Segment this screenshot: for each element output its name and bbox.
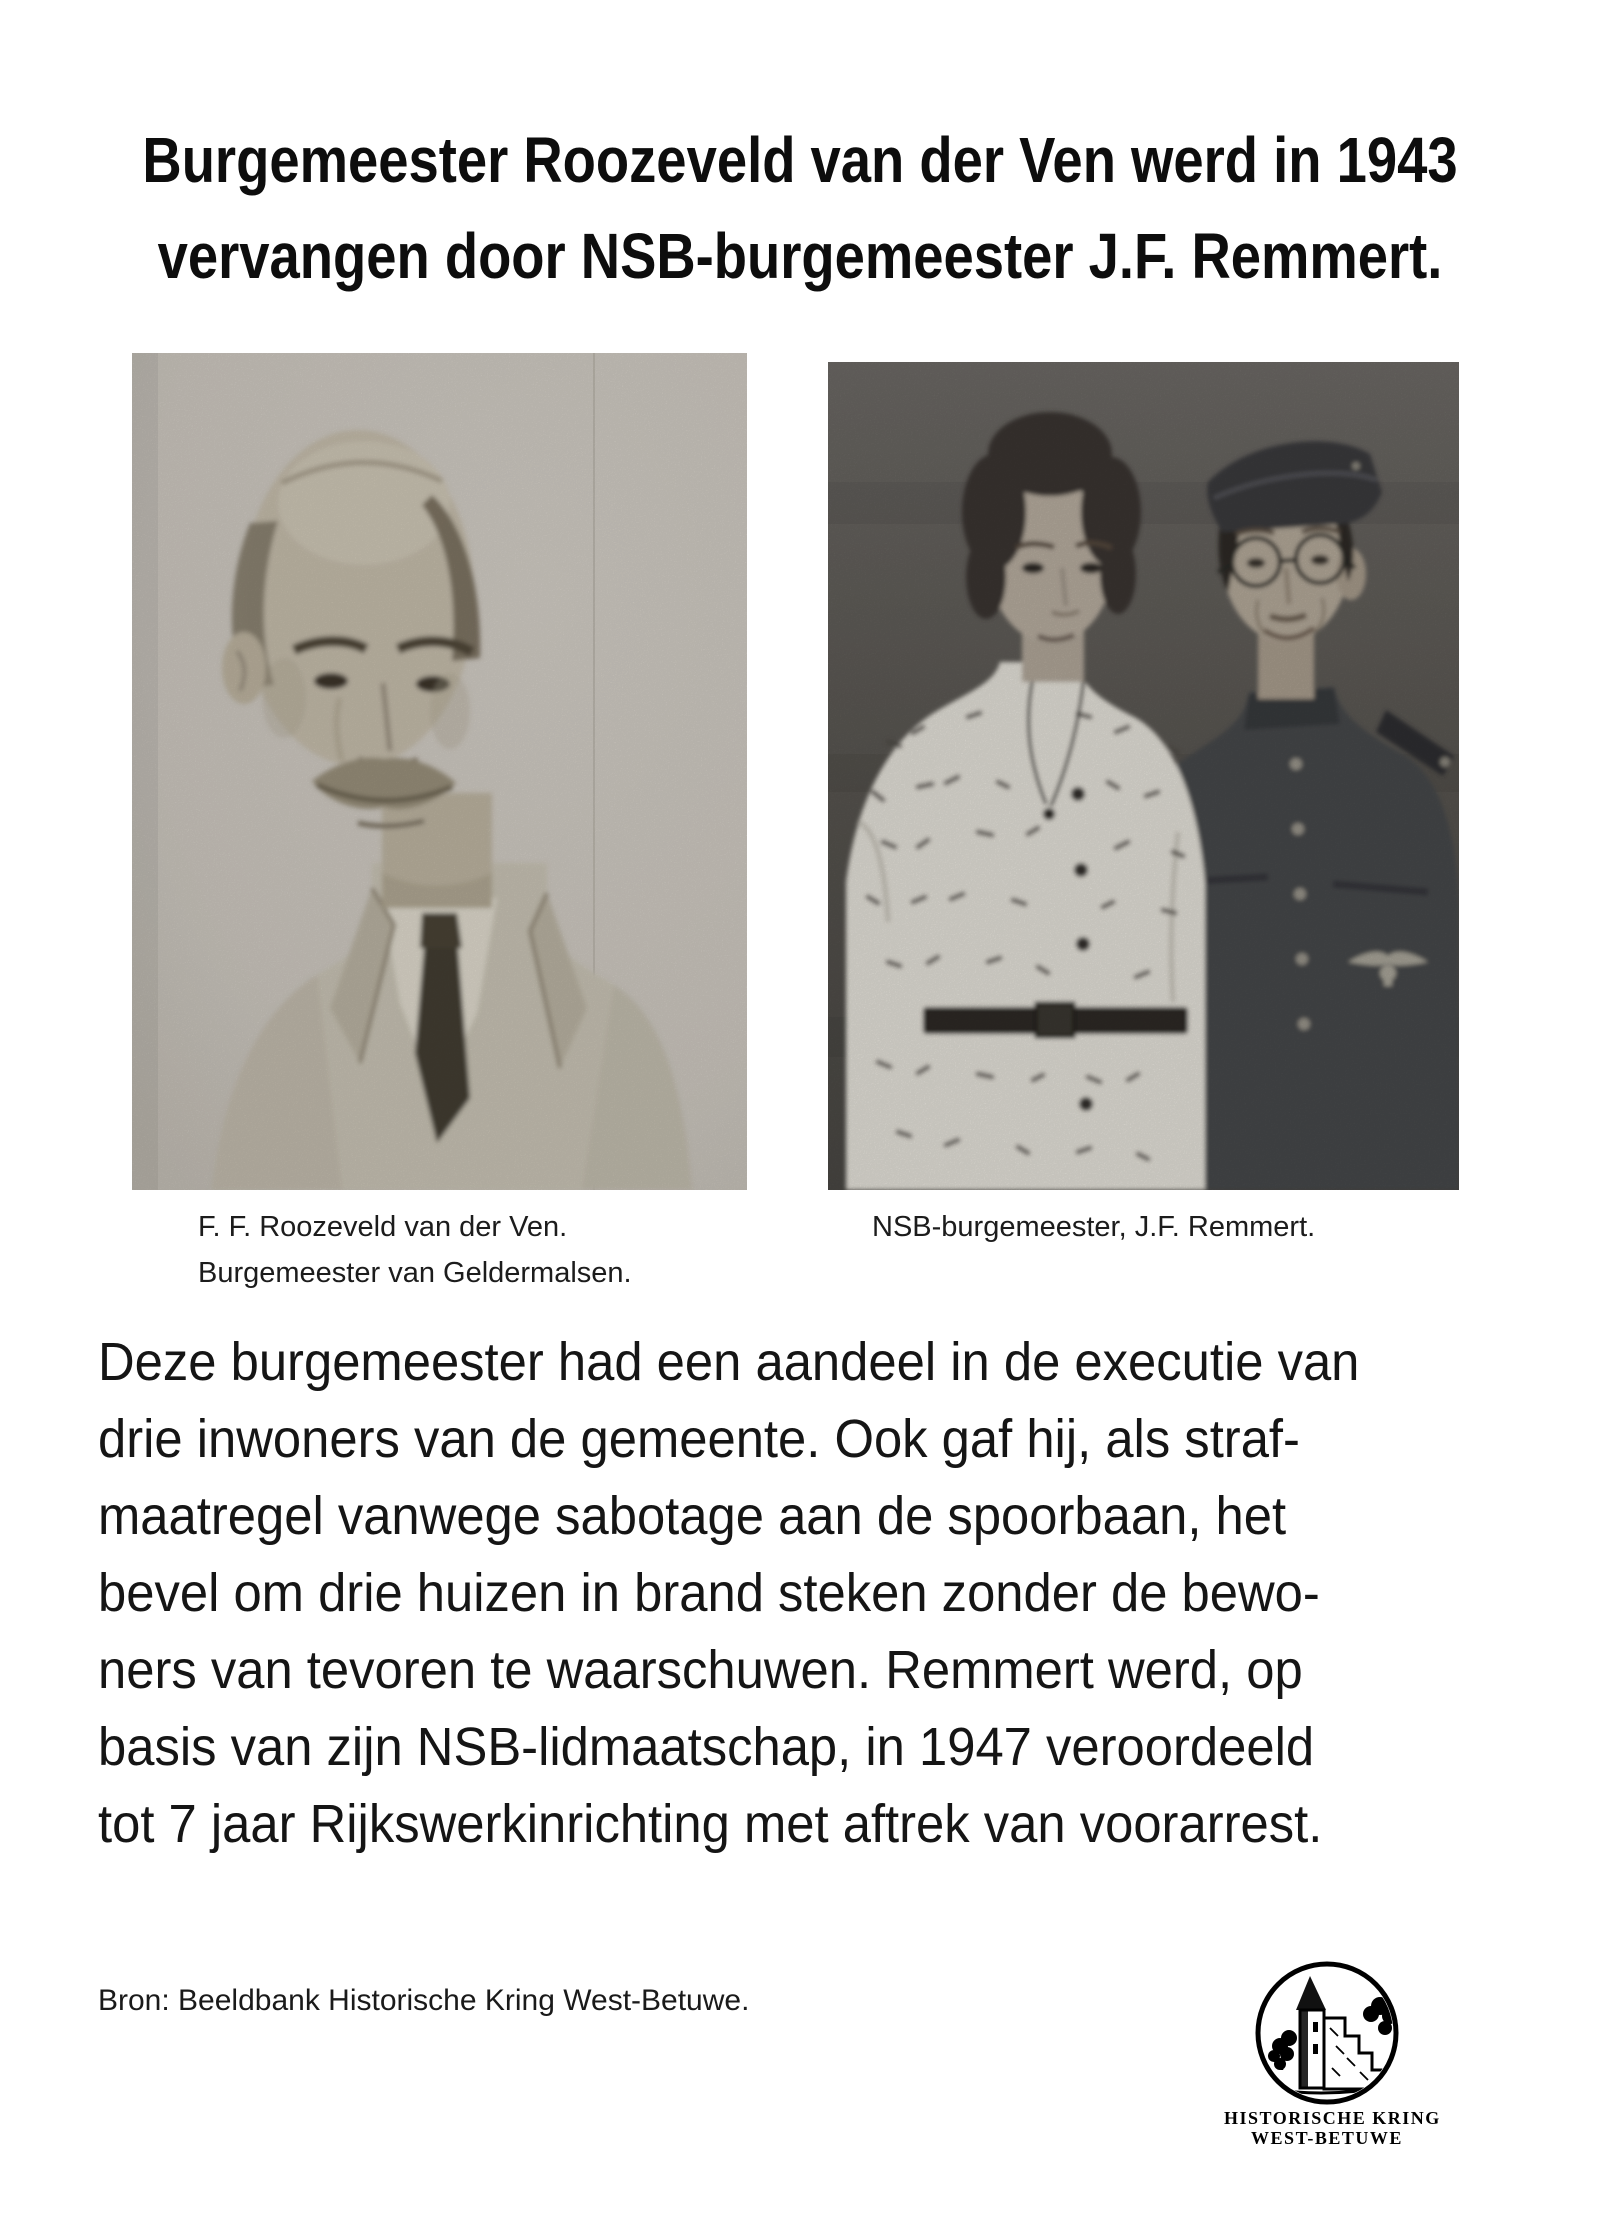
body-line-1: Deze burgemeester had een aandeel in de executie van — [98, 1332, 1360, 1392]
body-line-7: tot 7 jaar Rijkswerkinrichting met aftrek van voorarrest. — [98, 1794, 1323, 1854]
photo-roozeveld-image — [132, 353, 747, 1190]
photo-roozeveld — [132, 353, 747, 1190]
hkwb-logo-emblem-icon — [1252, 1958, 1402, 2108]
source-text: Bron: Beeldbank Historische Kring West-Betuwe. — [98, 1984, 750, 2017]
body-line-6: basis van zijn NSB-lidmaatschap, in 1947 veroordeeld — [98, 1717, 1315, 1777]
page-title — [120, 112, 1480, 304]
caption-remmert-line-1: NSB-burgemeester, J.F. Remmert. — [872, 1211, 1316, 1243]
caption-roozeveld-line-1: F. F. Roozeveld van der Ven. — [198, 1211, 568, 1243]
caption-roozeveld — [198, 1204, 632, 1296]
photo-remmert-image — [828, 362, 1459, 1190]
body-line-4: bevel om drie huizen in brand steken zonder de bewo- — [98, 1563, 1320, 1623]
hkwb-logo-text-line-2: WEST-BETUWE — [1251, 2128, 1403, 2148]
body-paragraph — [98, 1324, 1517, 1863]
hkwb-logo — [1224, 1958, 1441, 2148]
body-line-3: maatregel vanwege sabotage aan de spoorbaan, het — [98, 1486, 1287, 1546]
caption-roozeveld-line-2: Burgemeester van Geldermalsen. — [198, 1257, 632, 1289]
page-title-line-1: Burgemeester Roozeveld van der Ven werd in 1943 — [142, 124, 1458, 196]
body-line-2: drie inwoners van de gemeente. Ook gaf hij, als straf- — [98, 1409, 1300, 1469]
body-line-5: ners van tevoren te waarschuwen. Remmert werd, op — [98, 1640, 1303, 1700]
caption-remmert — [872, 1204, 1315, 1250]
photo-remmert — [828, 362, 1459, 1190]
page-title-line-2: vervangen door NSB-burgemeester J.F. Remmert. — [157, 220, 1443, 292]
hkwb-logo-text-line-1: HISTORISCHE KRING — [1224, 2108, 1441, 2128]
